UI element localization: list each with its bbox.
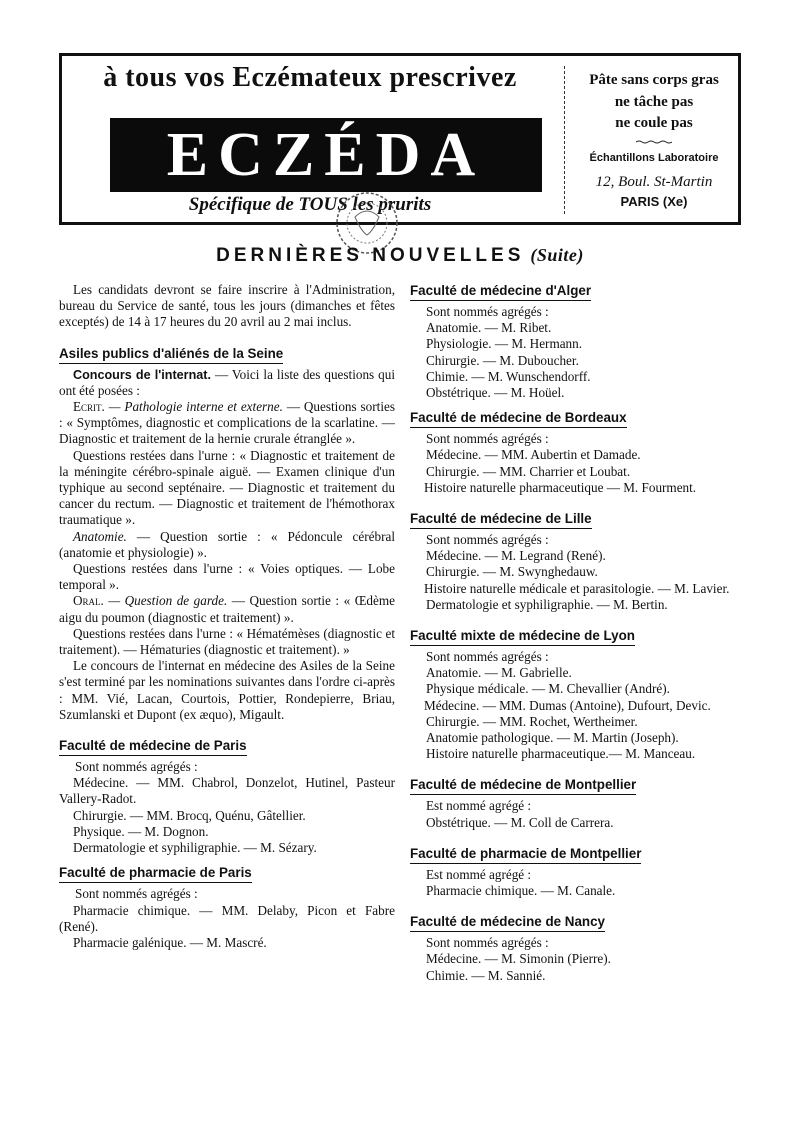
urne-paragraph-2: Questions restées dans l'urne : « Voies optiques. — Lobe temporal ». <box>59 561 395 593</box>
paris-pharma-line-1: Pharmacie chimique. — MM. Delaby, Picon et Fabre (René). <box>59 902 395 934</box>
heading-bordeaux: Faculté de médecine de Bordeaux <box>410 409 627 428</box>
heading-asiles-seine: Asiles publics d'aliénés de la Seine <box>59 345 283 364</box>
bordeaux-line-0: Sont nommés agrégés : <box>426 431 549 447</box>
page-title <box>0 245 800 267</box>
ad-brand-name: ECZÉDA <box>166 121 486 189</box>
paris-pharma-line-0: Sont nommés agrégés : <box>75 886 198 902</box>
alger-line-0: Sont nommés agrégés : <box>426 304 549 319</box>
lyon-line-2: Physique médicale. — M. Chevallier (André). <box>426 681 670 697</box>
paris-med-line-3: Physique. — M. Dognon. <box>73 823 209 839</box>
bordeaux-line-3: Histoire naturelle pharmaceutique — M. Fourment. <box>424 479 697 495</box>
oral-title: — Question de garde. <box>103 593 228 609</box>
ad-address-line: 12, Boul. St-Martin <box>595 174 713 190</box>
anatomie-paragraph <box>59 529 395 561</box>
lyon-line-3: Médecine. — MM. Dumas (Antoine), Dufourt, Devic. <box>424 697 711 713</box>
urne-paragraph-1: Questions restées dans l'urne : « Diagnostic et traitement de la méningite cérébro-spinale aiguë. — Examen clinique d'un typhique au second septénaire. — Diagnostic et traitement du cancer du rectum. — Diagnostic et traitement de l'hémothorax traumatique ». <box>59 447 395 528</box>
oral-label: Oral. <box>73 593 104 609</box>
lille-line-2: Chirurgie. — M. Swynghedauw. <box>426 564 598 580</box>
ad-side-line-2: ne tâche pas <box>614 94 694 110</box>
concours-label: Concours de l'internat. <box>73 367 211 382</box>
lyon-line-5: Anatomie pathologique. — M. Martin (Joseph). <box>426 730 679 746</box>
heading-alger: Faculté de médecine d'Alger <box>410 282 591 301</box>
alger-line-3: Chirurgie. — M. Duboucher. <box>426 352 579 368</box>
nancy-line-2: Chimie. — M. Sannié. <box>426 967 546 983</box>
heading-nancy: Faculté de médecine de Nancy <box>410 913 605 932</box>
lille-line-4: Dermatologie et syphiligraphie. — M. Bertin. <box>426 596 668 612</box>
ecrit-paragraph <box>59 399 395 448</box>
heading-paris-pharmacie: Faculté de pharmacie de Paris <box>59 864 252 883</box>
bordeaux-line-1: Médecine. — MM. Aubertin et Damade. <box>426 447 641 463</box>
anatomie-text: — Question sortie : « Pédoncule cérébral (anatomie et physiologie) ». <box>59 528 395 560</box>
ad-side-panel <box>570 56 740 222</box>
paris-med-line-4: Dermatologie et syphiligraphie. — M. Sézary. <box>73 840 317 856</box>
paris-med-line-2: Chirurgie. — MM. Brocq, Quénu, Gâtellier. <box>73 807 306 823</box>
heading-paris-medecine: Faculté de médecine de Paris <box>59 737 247 756</box>
ad-city-line: PARIS (Xe) <box>620 194 688 209</box>
concours-paragraph <box>59 367 395 399</box>
oral-paragraph <box>59 593 395 625</box>
lille-line-0: Sont nommés agrégés : <box>426 532 549 548</box>
montpellier-med-line-1: Obstétrique. — M. Coll de Carrera. <box>426 814 614 830</box>
left-column <box>59 282 395 951</box>
nancy-line-1: Médecine. — M. Simonin (Pierre). <box>426 951 611 967</box>
montpellier-pharma-line-1: Pharmacie chimique. — M. Canale. <box>426 883 616 899</box>
ad-main-panel <box>62 56 558 222</box>
right-column <box>410 282 742 984</box>
ornament-squiggle-icon <box>636 140 672 144</box>
lyon-line-6: Histoire naturelle pharmaceutique.— M. Manceau. <box>426 746 696 762</box>
ad-samples-line: Échantillons Laboratoire <box>589 152 719 164</box>
heading-lyon: Faculté mixte de médecine de Lyon <box>410 627 635 646</box>
ecrit-title: — Pathologie interne et externe. <box>104 399 283 415</box>
lyon-line-1: Anatomie. — M. Gabrielle. <box>426 665 572 681</box>
concours-text: — Voici la liste des questions qui ont été posées : <box>59 366 395 398</box>
heading-lille: Faculté de médecine de Lille <box>410 510 592 529</box>
lyon-line-0: Sont nommés agrégés : <box>426 649 549 665</box>
paris-med-line-1: Médecine. — MM. Chabrol, Donzelot, Hutinel, Pasteur Vallery-Radot. <box>59 775 395 807</box>
page-title-text: DERNIÈRES NOUVELLES <box>216 245 525 266</box>
page-title-suite: (Suite) <box>530 245 584 265</box>
lyon-line-4: Chirurgie. — MM. Rochet, Wertheimer. <box>426 713 638 729</box>
lille-line-3: Histoire naturelle médicale et parasitologie. — M. Lavier. <box>424 580 730 596</box>
oral-text: — Question sortie : « Œdème aigu du poumon (diagnostic et traitement) ». <box>59 593 395 625</box>
paris-pharma-line-2: Pharmacie galénique. — M. Mascré. <box>73 934 267 950</box>
heading-montpellier-pharmacie: Faculté de pharmacie de Montpellier <box>410 845 641 864</box>
anatomie-label: Anatomie. <box>73 528 127 544</box>
ad-side-line-3: ne coule pas <box>615 115 693 131</box>
ad-side-line-1: Pâte sans corps gras <box>589 72 719 88</box>
bordeaux-line-2: Chirurgie. — MM. Charrier et Loubat. <box>426 463 631 479</box>
lille-line-1: Médecine. — M. Legrand (René). <box>426 548 606 564</box>
heading-montpellier-medecine: Faculté de médecine de Montpellier <box>410 776 636 795</box>
alger-line-1: Anatomie. — M. Ribet. <box>426 320 552 336</box>
intro-paragraph: Les candidats devront se faire inscrire à l'Administration, bureau du Service de santé, tous les jours (dimanches et fêtes exceptés) de 14 à 17 heures du 20 avril au 2 mai inclus. <box>59 282 395 330</box>
concours-result-paragraph: Le concours de l'internat en médecine des Asiles de la Seine s'est terminé par les nominations suivantes dans l'ordre ci-après : MM. Vié, Lacan, Courtois, Pottier, Rondepierre, Briau, Szumlanski et Dupont (ex æquo), Migault. <box>59 658 395 722</box>
ad-divider <box>564 66 565 214</box>
ad-headline: à tous vos Eczémateux prescrivez <box>103 62 517 93</box>
alger-line-4: Chimie. — M. Wunschendorff. <box>426 368 591 384</box>
alger-line-5: Obstétrique. — M. Hoüel. <box>426 385 565 401</box>
montpellier-med-line-0: Est nommé agrégé : <box>426 798 532 814</box>
montpellier-pharma-line-0: Est nommé agrégé : <box>426 866 532 882</box>
paris-med-line-0: Sont nommés agrégés : <box>75 759 198 775</box>
ad-tagline: Spécifique de TOUS les prurits <box>188 194 432 215</box>
nancy-line-0: Sont nommés agrégés : <box>426 935 549 951</box>
ecrit-label: Ecrit. <box>73 399 105 415</box>
alger-line-2: Physiologie. — M. Hermann. <box>426 336 583 352</box>
urne-paragraph-3: Questions restées dans l'urne : « Hématémèses (diagnostic et traitement). — Hématuries (diagnostic et traitement). » <box>59 625 395 658</box>
ecrit-text: — Questions sorties : « Symptômes, diagnostic et complications de la scarlatine. — Diagnostic et traitement de la hernie crurale étranglée ». <box>59 399 395 447</box>
